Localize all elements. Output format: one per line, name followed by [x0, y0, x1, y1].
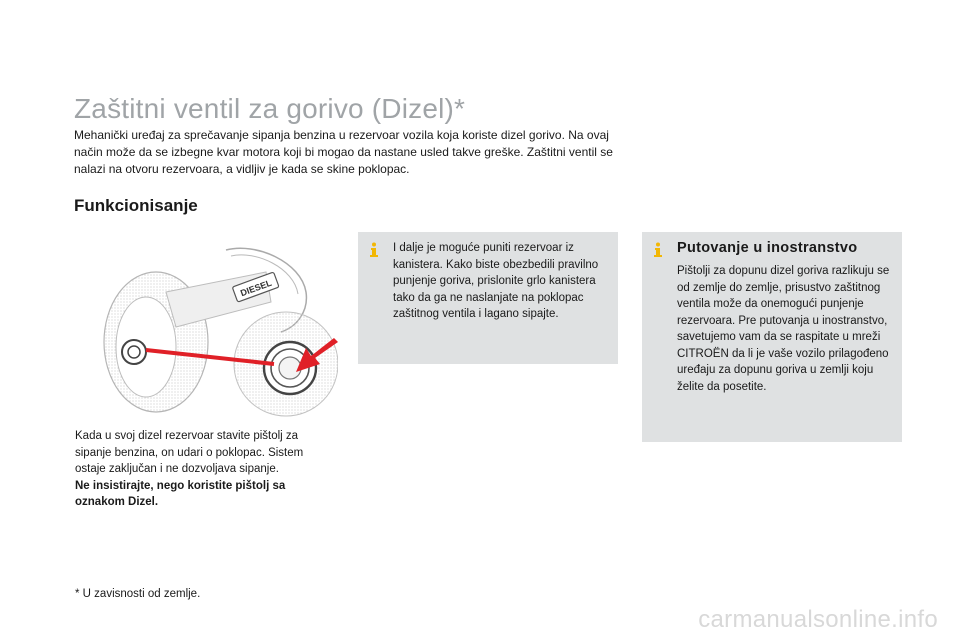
- info-refill-text: I dalje je moguće puniti rezervoar iz kanistera. Kako biste obezbedili pravilno punjenje goriva, prislonite grlo kanistera tako da ga ne naslanjate na poklopac zaštitnog ventila i lagano sipajte.: [393, 242, 599, 320]
- footnote: * U zavisnosti od zemlje.: [75, 588, 201, 600]
- info-icon: [367, 242, 381, 258]
- body-paragraph: [75, 428, 337, 511]
- info-travel-text: Pištolji za dopunu dizel goriva razlikuju se od zemlje do zemlje, prisustvo zaštitnog ventila može da onemogući punjenje rezervoara. Pre putovanja u inostranstvo, savetujemo vam da se raspitate u mreži CITROËN da li je vaše vozilo prilagođeno uređaju za dopunu goriva u zemlji koju želite da posetite.: [677, 265, 890, 393]
- body-emphasis: Ne insistirajte, nego koristite pištolj sa oznakom Dizel.: [75, 479, 286, 508]
- page-title: Zaštitni ventil za gorivo (Dizel)*: [74, 93, 466, 124]
- intro-paragraph: Mehanički uređaj za sprečavanje sipanja benzina u rezervoar vozila koja koriste dizel gorivo. Na ovaj način može da se izbegne kvar motora koji bi mogao da nastane usled takve greške. Zaštitni ventil se nalazi na otvoru rezervoara, a vidljiv je kada se skine poklopac.: [74, 128, 613, 176]
- fuel-filler-illustration: [96, 232, 338, 418]
- body-text: Kada u svoj dizel rezervoar stavite pištolj za sipanje benzina, on udari o poklopac. Sistem ostaje zaključan i ne dozvoljava sipanje.: [75, 430, 304, 475]
- fuel-filler-drawing: [96, 232, 338, 418]
- section-title: Funkcionisanje: [74, 196, 198, 215]
- info-travel-title: Putovanje u inostranstvo: [677, 240, 858, 256]
- info-box-refill: [358, 232, 618, 364]
- info-box-travel: [642, 232, 902, 442]
- watermark: carmanualsonline.info: [698, 606, 938, 633]
- info-icon: [651, 242, 665, 258]
- svg-text:DIESEL: DIESEL: [239, 277, 273, 299]
